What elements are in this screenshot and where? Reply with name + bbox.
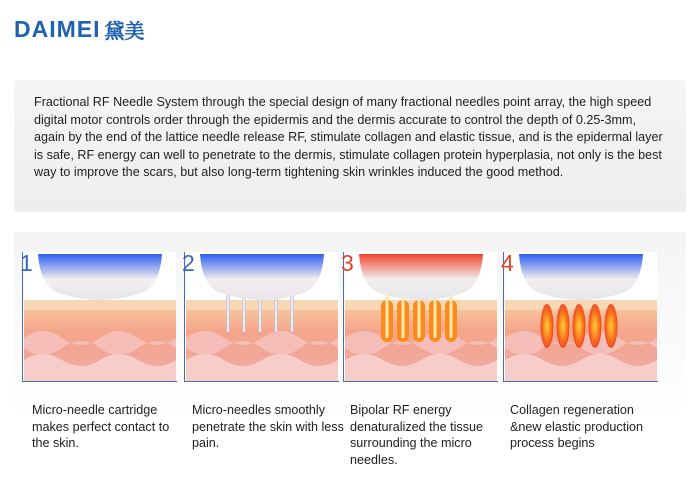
step-2-caption: Micro-needles smoothly penetrate the skin with less pain. [192, 403, 344, 450]
step-3-illustration [343, 252, 498, 387]
description-text: Fractional RF Needle System through the special design of many fractional needles point array, the high speed digital motor controls order through the epidermis and the dermis accurate to control the depth of 0.25-3mm, again by the end of the lattice needle release RF, stimulate collagen and elastic tissue, and is the epidermal layer is safe, RF energy can well to penetrate to the dermis, stimulate collagen protein hyperplasia, not only is the best way to improve the scars, but also long-term tightening skin wrinkles induced the good method. [34, 95, 663, 180]
step-2-number: 2 [182, 250, 195, 276]
step-1-caption: Micro-needle cartridge makes perfect contact to the skin. [32, 403, 170, 450]
brand-name: DAIMEI [14, 15, 101, 42]
step-4-number: 4 [501, 250, 514, 276]
step-3-caption: Bipolar RF energy denaturalized the tissue surrounding the micro needles. [350, 403, 484, 467]
step-3-number: 3 [341, 250, 354, 276]
step-2-illustration [184, 252, 339, 387]
step-1-illustration [22, 252, 177, 387]
step-1-frame [22, 252, 177, 382]
step-3-frame [343, 252, 498, 382]
step-1-number: 1 [20, 250, 33, 276]
step-4-illustration [503, 252, 658, 387]
step-2-frame [184, 252, 339, 382]
step-4-frame [503, 252, 658, 382]
description-panel [14, 80, 686, 212]
brand-name-cn: 黛美 [104, 18, 145, 43]
brand-logo [14, 14, 145, 44]
step-4-caption: Collagen regeneration &new elastic production process begins [510, 403, 644, 450]
